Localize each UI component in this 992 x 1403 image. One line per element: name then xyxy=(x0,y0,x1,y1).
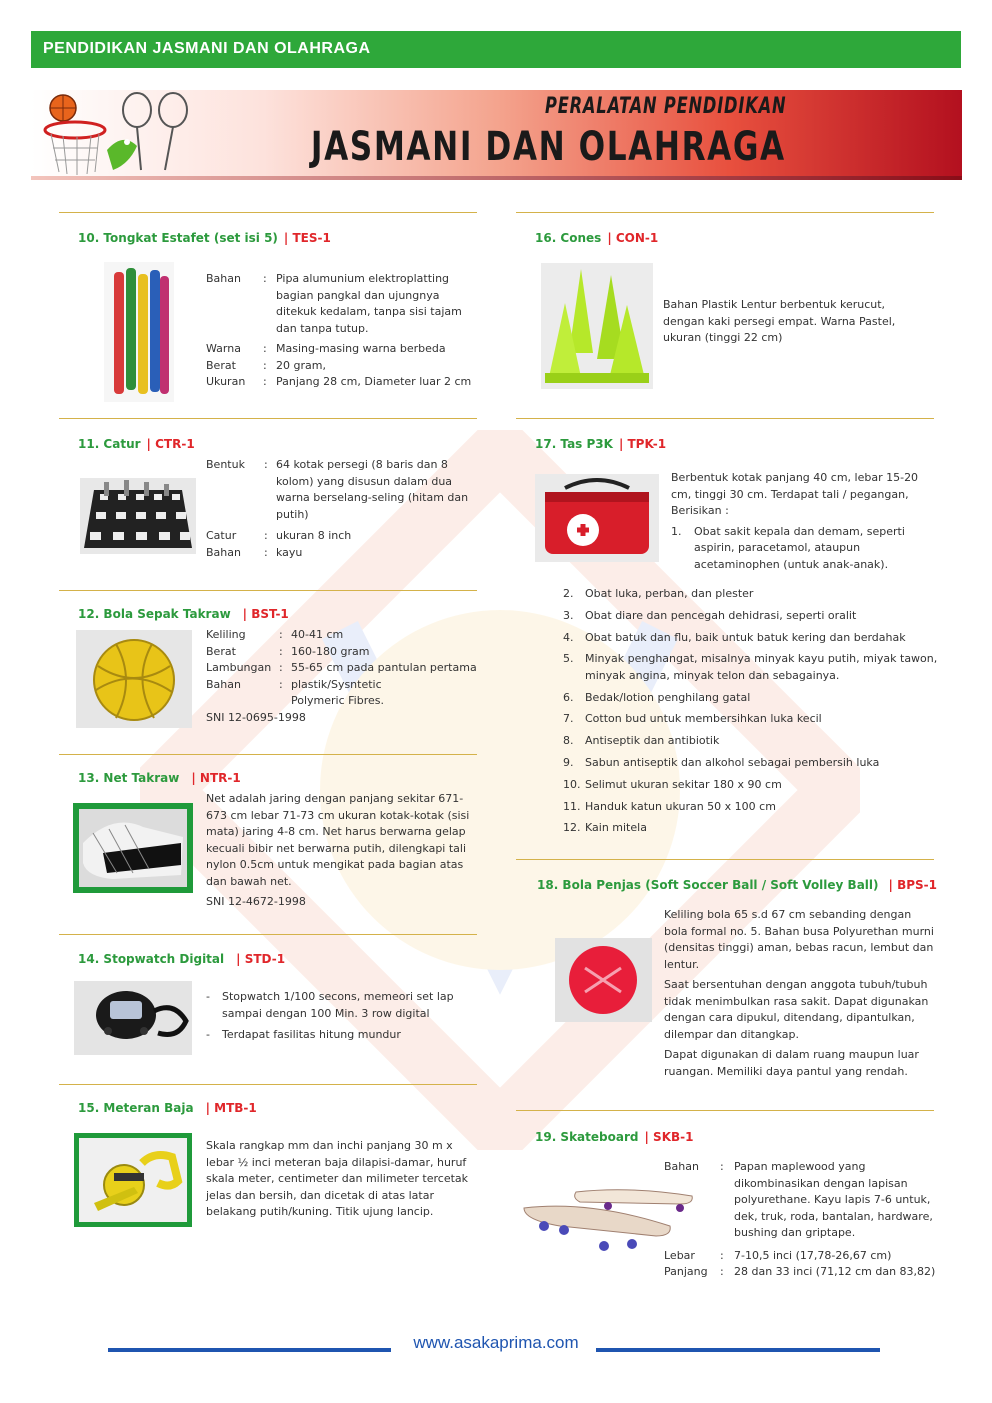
item-title-bst xyxy=(78,607,289,621)
spec-row: Lebar : 7-10,5 inci (17,78-26,67 cm) xyxy=(664,1248,938,1265)
item-code: | CON-1 xyxy=(607,231,659,245)
spec-label: Bahan xyxy=(206,272,241,285)
list-text: Minyak penghangat, misalnya minyak kayu putih, miyak tawon, minyak angina, minyak telon dan sebagainya. xyxy=(585,652,938,682)
item-name: 19. Skateboard xyxy=(535,1130,639,1144)
desc-mtb xyxy=(206,1138,474,1221)
item-code: | TPK-1 xyxy=(618,437,667,451)
spec-label: Bahan xyxy=(664,1160,699,1173)
takraw-ball-image xyxy=(76,630,192,728)
description: Berbentuk kotak panjang 40 cm, lebar 15-20 cm, tinggi 30 cm. Terdapat tali / pegangan, xyxy=(671,471,919,501)
spec-row: Bentuk : 64 kotak persegi (8 baris dan 8 kolom) yang disusun dalam dua warna berselang-seling (hitam dan putih) xyxy=(206,457,474,523)
divider xyxy=(59,934,477,935)
divider xyxy=(59,590,477,591)
spec-value: 64 kotak persegi (8 baris dan 8 kolom) yang disusun dalam dua warna berselang-seling (hitam dan putih) xyxy=(276,458,469,521)
spec-value: Papan maplewood yang dikombinasikan dengan lapisan polyurethane. Kayu lapis 7-6 untuk, dek, truk, roda, bantalan, hardware, bushing dan griptape. xyxy=(734,1160,933,1239)
header-title: PENDIDIKAN JASMANI DAN OLAHRAGA xyxy=(43,40,371,57)
banner xyxy=(31,90,962,182)
item-title-ntr xyxy=(78,771,241,785)
spec-label: Bahan xyxy=(206,677,241,691)
spec-row: Bahan : kayu xyxy=(206,545,474,562)
first-aid-bag-image xyxy=(535,474,659,562)
item-code: | STD-1 xyxy=(236,952,286,966)
list-number: 2. xyxy=(563,587,574,600)
list-text: Bedak/lotion penghilang gatal xyxy=(585,690,751,704)
specs-ctr xyxy=(206,457,474,561)
list-text: Handuk katun ukuran 50 x 100 cm xyxy=(585,799,776,813)
spec-row: Berat : 160-180 gram xyxy=(206,644,478,661)
item-title-skb xyxy=(535,1130,693,1144)
item-title-bps xyxy=(537,878,937,892)
measuring-tape-image xyxy=(74,1133,192,1227)
item-name: 13. Net Takraw xyxy=(78,771,180,785)
divider xyxy=(516,418,934,419)
spec-value: Pipa alumunium elektroplatting bagian pangkal dan ujungnya ditekuk kedalam, tanpa sisi tajam dan tanpa tutup. xyxy=(276,272,462,335)
list-number: 4. xyxy=(563,630,574,644)
list-number: 1. xyxy=(671,524,682,538)
sni-code: SNI 12-4672-1998 xyxy=(206,895,306,908)
cones-image xyxy=(541,263,653,389)
spec-label: Lambungan xyxy=(206,661,272,674)
spec-label: Berat xyxy=(206,644,236,658)
list-item xyxy=(563,690,947,707)
desc-con xyxy=(663,297,903,347)
spec-value: 40-41 cm xyxy=(291,628,344,641)
list-number: 11. xyxy=(563,799,581,813)
divider xyxy=(59,418,477,419)
list-number: 9. xyxy=(563,756,574,770)
list-item xyxy=(671,524,927,574)
spec-value: 7-10,5 inci (17,78-26,67 cm) xyxy=(734,1248,892,1262)
sni-code: SNI 12-0695-1998 xyxy=(206,710,306,724)
list-text: Obat batuk dan flu, baik untuk batuk kering dan berdahak xyxy=(585,630,906,644)
bullet-item: - Stopwatch 1/100 secons, memeori set lap sampai dengan 100 Min. 3 row digital xyxy=(206,989,474,1022)
list-text: Kain mitela xyxy=(585,821,647,835)
list-text: Cotton bud untuk membersihkan luka kecil xyxy=(585,712,822,726)
item-name: 18. Bola Penjas (Soft Soccer Ball / Soft Volley Ball) xyxy=(537,878,879,892)
description: Keliling bola 65 s.d 67 cm sebanding dengan bola formal no. 5. Bahan busa Polyurethan murni (densitas tinggi) aman, bebas racun, lembut dan lentur. xyxy=(664,908,934,971)
list-item xyxy=(563,630,947,647)
list-number: 7. xyxy=(563,712,574,726)
item-name: 16. Cones xyxy=(535,231,602,245)
list-item xyxy=(563,799,947,816)
item-title-con xyxy=(535,231,658,245)
divider xyxy=(516,859,934,860)
item-code: | NTR-1 xyxy=(191,771,241,785)
spec-label: Bahan xyxy=(206,545,241,559)
spec-value: 28 dan 33 inci (71,12 cm dan 83,82) xyxy=(734,1265,936,1278)
spec-label: Catur xyxy=(206,529,237,542)
spec-row: Panjang : 28 dan 33 inci (71,12 cm dan 83,82) xyxy=(664,1264,938,1281)
spec-row: Catur : ukuran 8 inch xyxy=(206,528,474,545)
soft-ball-image xyxy=(555,938,652,1022)
item-title-std xyxy=(78,952,285,966)
spec-row: Lambungan : 55-65 cm pada pantulan pertama xyxy=(206,660,478,677)
description: Dapat digunakan di dalam ruang maupun luar ruangan. Memiliki daya pantul yang rendah. xyxy=(664,1048,919,1078)
spec-value: 55-65 cm pada pantulan pertama xyxy=(291,661,477,674)
list-item xyxy=(563,651,947,684)
divider xyxy=(59,212,477,213)
desc-bps xyxy=(664,907,938,1084)
specs-bst xyxy=(206,627,478,726)
list-item xyxy=(563,820,947,837)
list-text: Obat luka, perban, dan plester xyxy=(585,587,754,600)
spec-label: Lebar xyxy=(664,1248,695,1262)
banner-subtitle: PERALATAN PENDIDIKAN xyxy=(544,94,786,119)
spec-value: plastik/Sysntetic Polymeric Fibres. xyxy=(291,677,384,707)
item-name: 10. Tongkat Estafet (set isi 5) xyxy=(78,231,278,245)
desc-tpk xyxy=(671,470,927,573)
item-code: | BPS-1 xyxy=(888,878,937,892)
list-text: Sabun antiseptik dan alkohol sebagai pembersih luka xyxy=(585,756,880,770)
divider xyxy=(59,754,477,755)
spec-row: Berat : 20 gram, xyxy=(206,358,474,375)
description: Bahan Plastik Lentur berbentuk kerucut, dengan kaki persegi empat. Warna Pastel, ukuran (tinggi 22 cm) xyxy=(663,298,896,344)
description: Skala rangkap mm dan inchi panjang 30 m x lebar ½ inci meteran baja dilapisi-damar, huruf skala meter, centimeter dan milimeter tercetak jelas dan bersih, dan dicetak di atas latar belakang putih/kuning. Titik ujung lancip. xyxy=(206,1139,469,1218)
list-item xyxy=(563,711,947,728)
item-code: | TES-1 xyxy=(283,231,331,245)
spec-value: kayu xyxy=(276,545,303,559)
divider xyxy=(516,1110,934,1111)
spec-label: Bentuk xyxy=(206,458,245,471)
spec-row: Ukuran : Panjang 28 cm, Diameter luar 2 cm xyxy=(206,374,474,391)
spec-label: Berat xyxy=(206,358,236,372)
specs-skb xyxy=(664,1159,938,1281)
item-title-ctr xyxy=(78,437,195,451)
spec-label: Ukuran xyxy=(206,375,246,388)
list-text: Selimut ukuran sekitar 180 x 90 cm xyxy=(585,777,782,791)
item-title-tpk xyxy=(535,437,666,451)
list-number: 5. xyxy=(563,652,574,666)
item-title-tes xyxy=(78,231,331,245)
relay-baton-image xyxy=(104,262,174,402)
spec-value: ukuran 8 inch xyxy=(276,529,352,542)
item-title-mtb xyxy=(78,1101,257,1115)
item-code: | CTR-1 xyxy=(146,437,195,451)
footer-url-text[interactable]: www.asakaprima.com xyxy=(413,1333,579,1352)
description: Net adalah jaring dengan panjang sekitar 671-673 cm lebar 71-73 cm ukuran kotak-kotak (sisi mata) jaring 4-8 cm. Net harus berwarna gelap kecuali bibir net berwarna putih, dilengkapi tali nylon 0.5cm untuk mengikat pada bagian atas dan bawah net. xyxy=(206,792,470,888)
list-number: 3. xyxy=(563,608,574,622)
list-number: 10. xyxy=(563,777,581,791)
footer-url[interactable] xyxy=(0,1333,992,1353)
bullet-text: Stopwatch 1/100 secons, memeori set lap sampai dengan 100 Min. 3 row digital xyxy=(222,990,454,1020)
contents-list xyxy=(563,586,947,842)
list-text: Obat sakit kepala dan demam, seperti aspirin, paracetamol, ataupun acetaminophen (untuk anak-anak). xyxy=(694,524,905,571)
spec-label: Warna xyxy=(206,342,241,355)
spec-label: Keliling xyxy=(206,628,246,641)
divider xyxy=(516,212,934,213)
spec-row: Bahan : Papan maplewood yang dikombinasikan dengan lapisan polyurethane. Kayu lapis 7-6 untuk, dek, truk, roda, bantalan, hardware, bushing dan griptape. xyxy=(664,1159,938,1242)
spec-value: 160-180 gram xyxy=(291,644,370,658)
takraw-net-image xyxy=(73,803,193,893)
spec-label: Panjang xyxy=(664,1265,708,1278)
header-bar xyxy=(31,31,961,68)
item-name: 14. Stopwatch Digital xyxy=(78,952,225,966)
item-name: 17. Tas P3K xyxy=(535,437,613,451)
list-item xyxy=(563,608,947,625)
spec-row: Keliling : 40-41 cm xyxy=(206,627,478,644)
contents-label: Berisikan : xyxy=(671,504,729,517)
spec-value: Masing-masing warna berbeda xyxy=(276,342,446,355)
list-text: Antiseptik dan antibiotik xyxy=(585,734,720,748)
specs-tes xyxy=(206,271,474,391)
item-name: 12. Bola Sepak Takraw xyxy=(78,607,231,621)
spec-row: Bahan : plastik/Sysntetic Polymeric Fibres. xyxy=(206,677,478,710)
list-number: 12. xyxy=(563,821,581,835)
list-number: 8. xyxy=(563,734,574,748)
desc-ntr xyxy=(206,791,474,911)
description: Saat bersentuhan dengan anggota tubuh/tubuh tidak menimbulkan rasa sakit. Dapat digunakan dengan cara dipukul, ditendang, dipantulkan, dilempar dan ditangkap. xyxy=(664,978,929,1041)
divider xyxy=(59,1084,477,1085)
item-code: | MTB-1 xyxy=(205,1101,257,1115)
spec-value: 20 gram, xyxy=(276,358,326,372)
list-item xyxy=(563,586,947,603)
sports-clipart-icon xyxy=(37,90,197,182)
list-text: Obat diare dan pencegah dehidrasi, seperti oralit xyxy=(585,608,857,622)
list-item xyxy=(563,755,947,772)
spec-row: Warna : Masing-masing warna berbeda xyxy=(206,341,474,358)
spec-row: Bahan : Pipa alumunium elektroplatting bagian pangkal dan ujungnya ditekuk kedalam, tanpa sisi tajam dan tanpa tutup. xyxy=(206,271,474,337)
banner-title: JASMANI DAN OLAHRAGA xyxy=(311,124,786,170)
bullet-text: Terdapat fasilitas hitung mundur xyxy=(222,1028,401,1041)
item-code: | BST-1 xyxy=(242,607,289,621)
stopwatch-image xyxy=(74,981,192,1055)
list-item xyxy=(563,733,947,750)
list-number: 6. xyxy=(563,690,574,704)
item-name: 15. Meteran Baja xyxy=(78,1101,194,1115)
item-name: 11. Catur xyxy=(78,437,141,451)
item-code: | SKB-1 xyxy=(644,1130,694,1144)
bullet-item: - Terdapat fasilitas hitung mundur xyxy=(206,1027,474,1044)
list-item xyxy=(563,777,947,794)
bullets-std xyxy=(206,989,474,1044)
spec-value: Panjang 28 cm, Diameter luar 2 cm xyxy=(276,375,472,388)
chess-board-image xyxy=(80,478,196,554)
